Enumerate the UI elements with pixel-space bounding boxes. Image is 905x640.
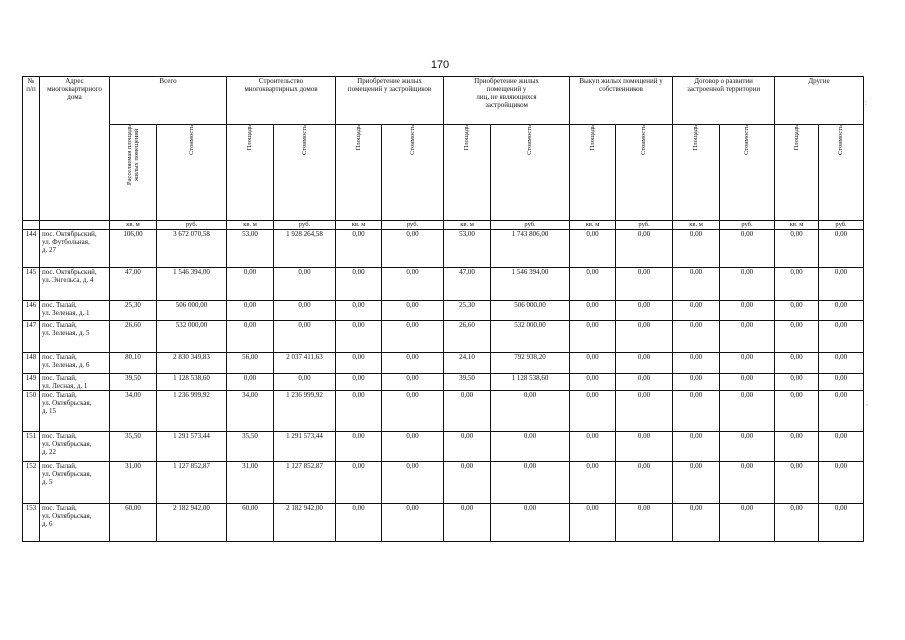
row-value: 0,00	[274, 321, 336, 353]
row-value: 0,00	[720, 462, 775, 504]
subcolumn-label: Стоимость	[837, 125, 845, 155]
unit-label: кв. м	[336, 221, 382, 230]
header-group-development-agreement: Договор о развитии застроенной территории	[673, 77, 775, 125]
row-value: 0,00	[775, 321, 819, 353]
unit-label: руб.	[157, 221, 227, 230]
row-value: 2 182 942,00	[157, 504, 227, 542]
row-value: 0,00	[336, 391, 382, 432]
row-value: 1 127 852,87	[274, 462, 336, 504]
subcolumn-label: Площадь	[588, 125, 596, 151]
row-value: 26,60	[444, 321, 491, 353]
table-row	[23, 301, 864, 321]
row-value: 1 546 394,00	[491, 268, 570, 301]
row-value: 0,00	[382, 504, 444, 542]
row-value: 0,00	[227, 374, 274, 391]
row-value: 0,00	[775, 462, 819, 504]
table-row	[23, 504, 864, 542]
subcolumn-label: Стоимость	[300, 125, 308, 155]
row-value: 1 291 573,44	[274, 432, 336, 462]
row-value: 0,00	[336, 374, 382, 391]
row-value: 0,00	[570, 504, 616, 542]
row-value: 34,00	[227, 391, 274, 432]
subcolumn-header	[616, 125, 673, 221]
row-value: 0,00	[720, 391, 775, 432]
row-value: 2 037 411,63	[274, 353, 336, 374]
row-number: 148	[23, 353, 40, 374]
margin-mark: :	[865, 100, 867, 107]
row-value: 25,30	[110, 301, 157, 321]
subcolumn-label: Стоимость	[408, 125, 416, 155]
subcolumn-header	[491, 125, 570, 221]
subcolumn-label: Стоимость	[640, 125, 648, 155]
row-value: 532 000,00	[157, 321, 227, 353]
row-value: 0,00	[819, 321, 864, 353]
subcolumn-header	[444, 125, 491, 221]
subcolumn-header	[775, 125, 819, 221]
row-value: 24,10	[444, 353, 491, 374]
row-value: 0,00	[775, 353, 819, 374]
row-value: 0,00	[775, 432, 819, 462]
row-value: 532 000,00	[491, 321, 570, 353]
row-value: 0,00	[336, 432, 382, 462]
row-value: 0,00	[570, 268, 616, 301]
row-address: пос. Тылай, ул. Зеленая, д. 1	[40, 301, 110, 321]
subcolumn-header	[570, 125, 616, 221]
row-value: 506 000,00	[491, 301, 570, 321]
row-value: 0,00	[673, 462, 720, 504]
row-value: 39,50	[110, 374, 157, 391]
row-address: пос. Тылай, ул. Октябрьская, д. 15	[40, 391, 110, 432]
row-value: 0,00	[444, 432, 491, 462]
row-value: 0,00	[673, 432, 720, 462]
row-value: 0,00	[382, 321, 444, 353]
subcolumn-label: Расселяемая площадь жилых помещений	[125, 125, 140, 186]
row-value: 0,00	[616, 432, 673, 462]
row-number: 149	[23, 374, 40, 391]
row-value: 0,00	[616, 230, 673, 268]
subcolumn-header	[274, 125, 336, 221]
subcolumn-header	[819, 125, 864, 221]
header-address: Адрес многоквартирного дома	[40, 77, 110, 221]
row-value: 0,00	[616, 374, 673, 391]
subcolumn-header	[227, 125, 274, 221]
row-number: 151	[23, 432, 40, 462]
unit-label: руб.	[819, 221, 864, 230]
row-value: 0,00	[616, 462, 673, 504]
page-number: 170	[430, 59, 450, 71]
row-value: 1 928 264,58	[274, 230, 336, 268]
row-value: 0,00	[382, 432, 444, 462]
row-value: 0,00	[336, 301, 382, 321]
row-value: 1 236 999,92	[157, 391, 227, 432]
unit-blank-num	[23, 221, 40, 230]
unit-label: кв. м	[110, 221, 157, 230]
row-address: пос. Тылай, ул. Лесная, д. 1	[40, 374, 110, 391]
unit-label: кв. м	[227, 221, 274, 230]
row-value: 2 830 349,83	[157, 353, 227, 374]
row-value: 0,00	[720, 268, 775, 301]
row-value: 0,00	[570, 353, 616, 374]
row-value: 0,00	[491, 432, 570, 462]
subcolumn-label: Стоимость	[743, 125, 751, 155]
row-value: 0,00	[336, 504, 382, 542]
unit-label: руб.	[720, 221, 775, 230]
row-value: 0,00	[819, 374, 864, 391]
row-value: 47,00	[444, 268, 491, 301]
row-value: 31,00	[227, 462, 274, 504]
row-address: пос. Октябрьский, ул. Энгельса, д. 4	[40, 268, 110, 301]
row-value: 1 546 394,00	[157, 268, 227, 301]
row-value: 0,00	[720, 301, 775, 321]
row-number: 153	[23, 504, 40, 542]
margin-mark: ,	[866, 400, 868, 407]
row-value: 0,00	[274, 301, 336, 321]
row-value: 53,00	[444, 230, 491, 268]
row-value: 53,00	[227, 230, 274, 268]
subcolumn-header	[382, 125, 444, 221]
row-value: 0,00	[616, 353, 673, 374]
row-address: пос. Тылай, ул. Зеленая, д. 5	[40, 321, 110, 353]
table-row	[23, 268, 864, 301]
row-value: 39,50	[444, 374, 491, 391]
row-address: пос. Октябрьский, ул. Футбольная, д. 27	[40, 230, 110, 268]
row-value: 3 672 070,58	[157, 230, 227, 268]
row-value: 25,30	[444, 301, 491, 321]
row-value: 0,00	[227, 321, 274, 353]
subcolumn-label: Площадь	[792, 125, 800, 151]
row-value: 0,00	[336, 321, 382, 353]
row-value: 0,00	[616, 391, 673, 432]
row-value: 0,00	[382, 230, 444, 268]
unit-label: руб.	[491, 221, 570, 230]
row-value: 0,00	[444, 504, 491, 542]
unit-label: руб.	[274, 221, 336, 230]
header-group-total: Всего	[110, 77, 227, 125]
row-value: 0,00	[720, 321, 775, 353]
row-value: 0,00	[444, 391, 491, 432]
row-value: 0,00	[570, 432, 616, 462]
unit-label: кв. м	[775, 221, 819, 230]
row-value: 0,00	[491, 504, 570, 542]
header-row-groups	[23, 77, 864, 125]
header-row-units	[23, 221, 864, 230]
row-value: 0,00	[775, 504, 819, 542]
row-value: 0,00	[274, 268, 336, 301]
row-number: 147	[23, 321, 40, 353]
row-value: 1 128 538,60	[491, 374, 570, 391]
table-row	[23, 391, 864, 432]
unit-label: кв. м	[570, 221, 616, 230]
table-row	[23, 432, 864, 462]
header-group-buyout: Выкуп жилых помещений у собственников	[570, 77, 673, 125]
row-value: 0,00	[720, 432, 775, 462]
header-group-developers: Приобретение жилых помещений у застройщиков	[336, 77, 444, 125]
row-value: 0,00	[819, 301, 864, 321]
header-group-other: Другие	[775, 77, 864, 125]
row-number: 144	[23, 230, 40, 268]
row-address: пос. Тылай, ул. Зеленая, д. 6	[40, 353, 110, 374]
row-value: 0,00	[382, 391, 444, 432]
subcolumn-header	[157, 125, 227, 221]
row-value: 0,00	[819, 230, 864, 268]
row-value: 0,00	[444, 462, 491, 504]
row-value: 0,00	[819, 353, 864, 374]
row-value: 0,00	[720, 353, 775, 374]
row-value: 0,00	[336, 268, 382, 301]
row-value: 0,00	[720, 230, 775, 268]
row-value: 1 291 573,44	[157, 432, 227, 462]
row-number: 146	[23, 301, 40, 321]
unit-label: кв. м	[673, 221, 720, 230]
row-number: 150	[23, 391, 40, 432]
row-value: 31,00	[110, 462, 157, 504]
header-row-subcolumns	[23, 125, 864, 221]
table-row	[23, 462, 864, 504]
row-value: 0,00	[336, 462, 382, 504]
row-value: 0,00	[775, 391, 819, 432]
subcolumn-label: Площадь	[463, 125, 471, 151]
row-address: пос. Тылай, ул. Октябрьская, д. 22	[40, 432, 110, 462]
unit-label: руб.	[382, 221, 444, 230]
header-group-non-developers: Приобретение жилых помещений у лиц, не являющихся застройщиком	[444, 77, 570, 125]
subcolumn-header	[720, 125, 775, 221]
row-value: 0,00	[491, 391, 570, 432]
row-value: 0,00	[382, 462, 444, 504]
row-value: 0,00	[673, 504, 720, 542]
row-value: 0,00	[616, 268, 673, 301]
table-row	[23, 353, 864, 374]
subcolumn-label: Стоимость	[526, 125, 534, 155]
row-value: 60,00	[110, 504, 157, 542]
resettlement-table	[22, 76, 864, 542]
unit-label: кв. м	[444, 221, 491, 230]
row-number: 145	[23, 268, 40, 301]
row-value: 1 743 806,00	[491, 230, 570, 268]
row-value: 0,00	[382, 374, 444, 391]
row-value: 0,00	[570, 374, 616, 391]
row-value: 0,00	[382, 301, 444, 321]
row-value: 0,00	[673, 374, 720, 391]
row-value: 56,00	[227, 353, 274, 374]
row-value: 0,00	[720, 504, 775, 542]
subcolumn-label: Площадь	[692, 125, 700, 151]
row-value: 0,00	[819, 504, 864, 542]
row-value: 0,00	[570, 301, 616, 321]
subcolumn-label: Стоимость	[187, 125, 195, 155]
unit-blank-address	[40, 221, 110, 230]
table-row	[23, 374, 864, 391]
row-value: 0,00	[382, 268, 444, 301]
header-num: № п/п	[23, 77, 40, 221]
row-address: пос. Тылай, ул. Октябрьская, д. 5	[40, 462, 110, 504]
row-value: 0,00	[673, 391, 720, 432]
row-value: 0,00	[227, 301, 274, 321]
row-value: 0,00	[775, 374, 819, 391]
row-number: 152	[23, 462, 40, 504]
row-value: 35,50	[110, 432, 157, 462]
subcolumn-label: Площадь	[246, 125, 254, 151]
row-value: 35,50	[227, 432, 274, 462]
subcolumn-header	[673, 125, 720, 221]
row-value: 0,00	[819, 268, 864, 301]
row-value: 106,00	[110, 230, 157, 268]
row-value: 0,00	[673, 353, 720, 374]
row-value: 506 000,00	[157, 301, 227, 321]
row-value: 34,00	[110, 391, 157, 432]
row-value: 0,00	[616, 504, 673, 542]
table-row	[23, 321, 864, 353]
row-value: 0,00	[673, 268, 720, 301]
row-value: 2 182 942,00	[274, 504, 336, 542]
row-value: 0,00	[819, 391, 864, 432]
row-value: 26,60	[110, 321, 157, 353]
row-value: 60,00	[227, 504, 274, 542]
row-value: 0,00	[274, 374, 336, 391]
row-value: 0,00	[616, 301, 673, 321]
row-value: 0,00	[570, 391, 616, 432]
row-value: 0,00	[673, 301, 720, 321]
row-value: 792 938,20	[491, 353, 570, 374]
row-value: 0,00	[775, 268, 819, 301]
row-value: 0,00	[775, 230, 819, 268]
row-value: 80,10	[110, 353, 157, 374]
row-address: пос. Тылай, ул. Октябрьская, д. 6	[40, 504, 110, 542]
row-value: 1 127 852,87	[157, 462, 227, 504]
row-value: 0,00	[775, 301, 819, 321]
row-value: 0,00	[336, 230, 382, 268]
row-value: 47,00	[110, 268, 157, 301]
unit-label: руб.	[616, 221, 673, 230]
table-row	[23, 230, 864, 268]
row-value: 0,00	[491, 462, 570, 504]
row-value: 1 128 538,60	[157, 374, 227, 391]
subcolumn-header	[110, 125, 157, 221]
row-value: 0,00	[673, 321, 720, 353]
row-value: 0,00	[720, 374, 775, 391]
row-value: 0,00	[616, 321, 673, 353]
row-value: 0,00	[227, 268, 274, 301]
row-value: 0,00	[382, 353, 444, 374]
subcolumn-label: Площадь	[354, 125, 362, 151]
row-value: 0,00	[336, 353, 382, 374]
header-group-construction: Строительство многоквартирных домов	[227, 77, 336, 125]
row-value: 1 236 999,92	[274, 391, 336, 432]
row-value: 0,00	[570, 230, 616, 268]
row-value: 0,00	[673, 230, 720, 268]
subcolumn-header	[336, 125, 382, 221]
row-value: 0,00	[570, 321, 616, 353]
row-value: 0,00	[819, 432, 864, 462]
row-value: 0,00	[570, 462, 616, 504]
row-value: 0,00	[819, 462, 864, 504]
